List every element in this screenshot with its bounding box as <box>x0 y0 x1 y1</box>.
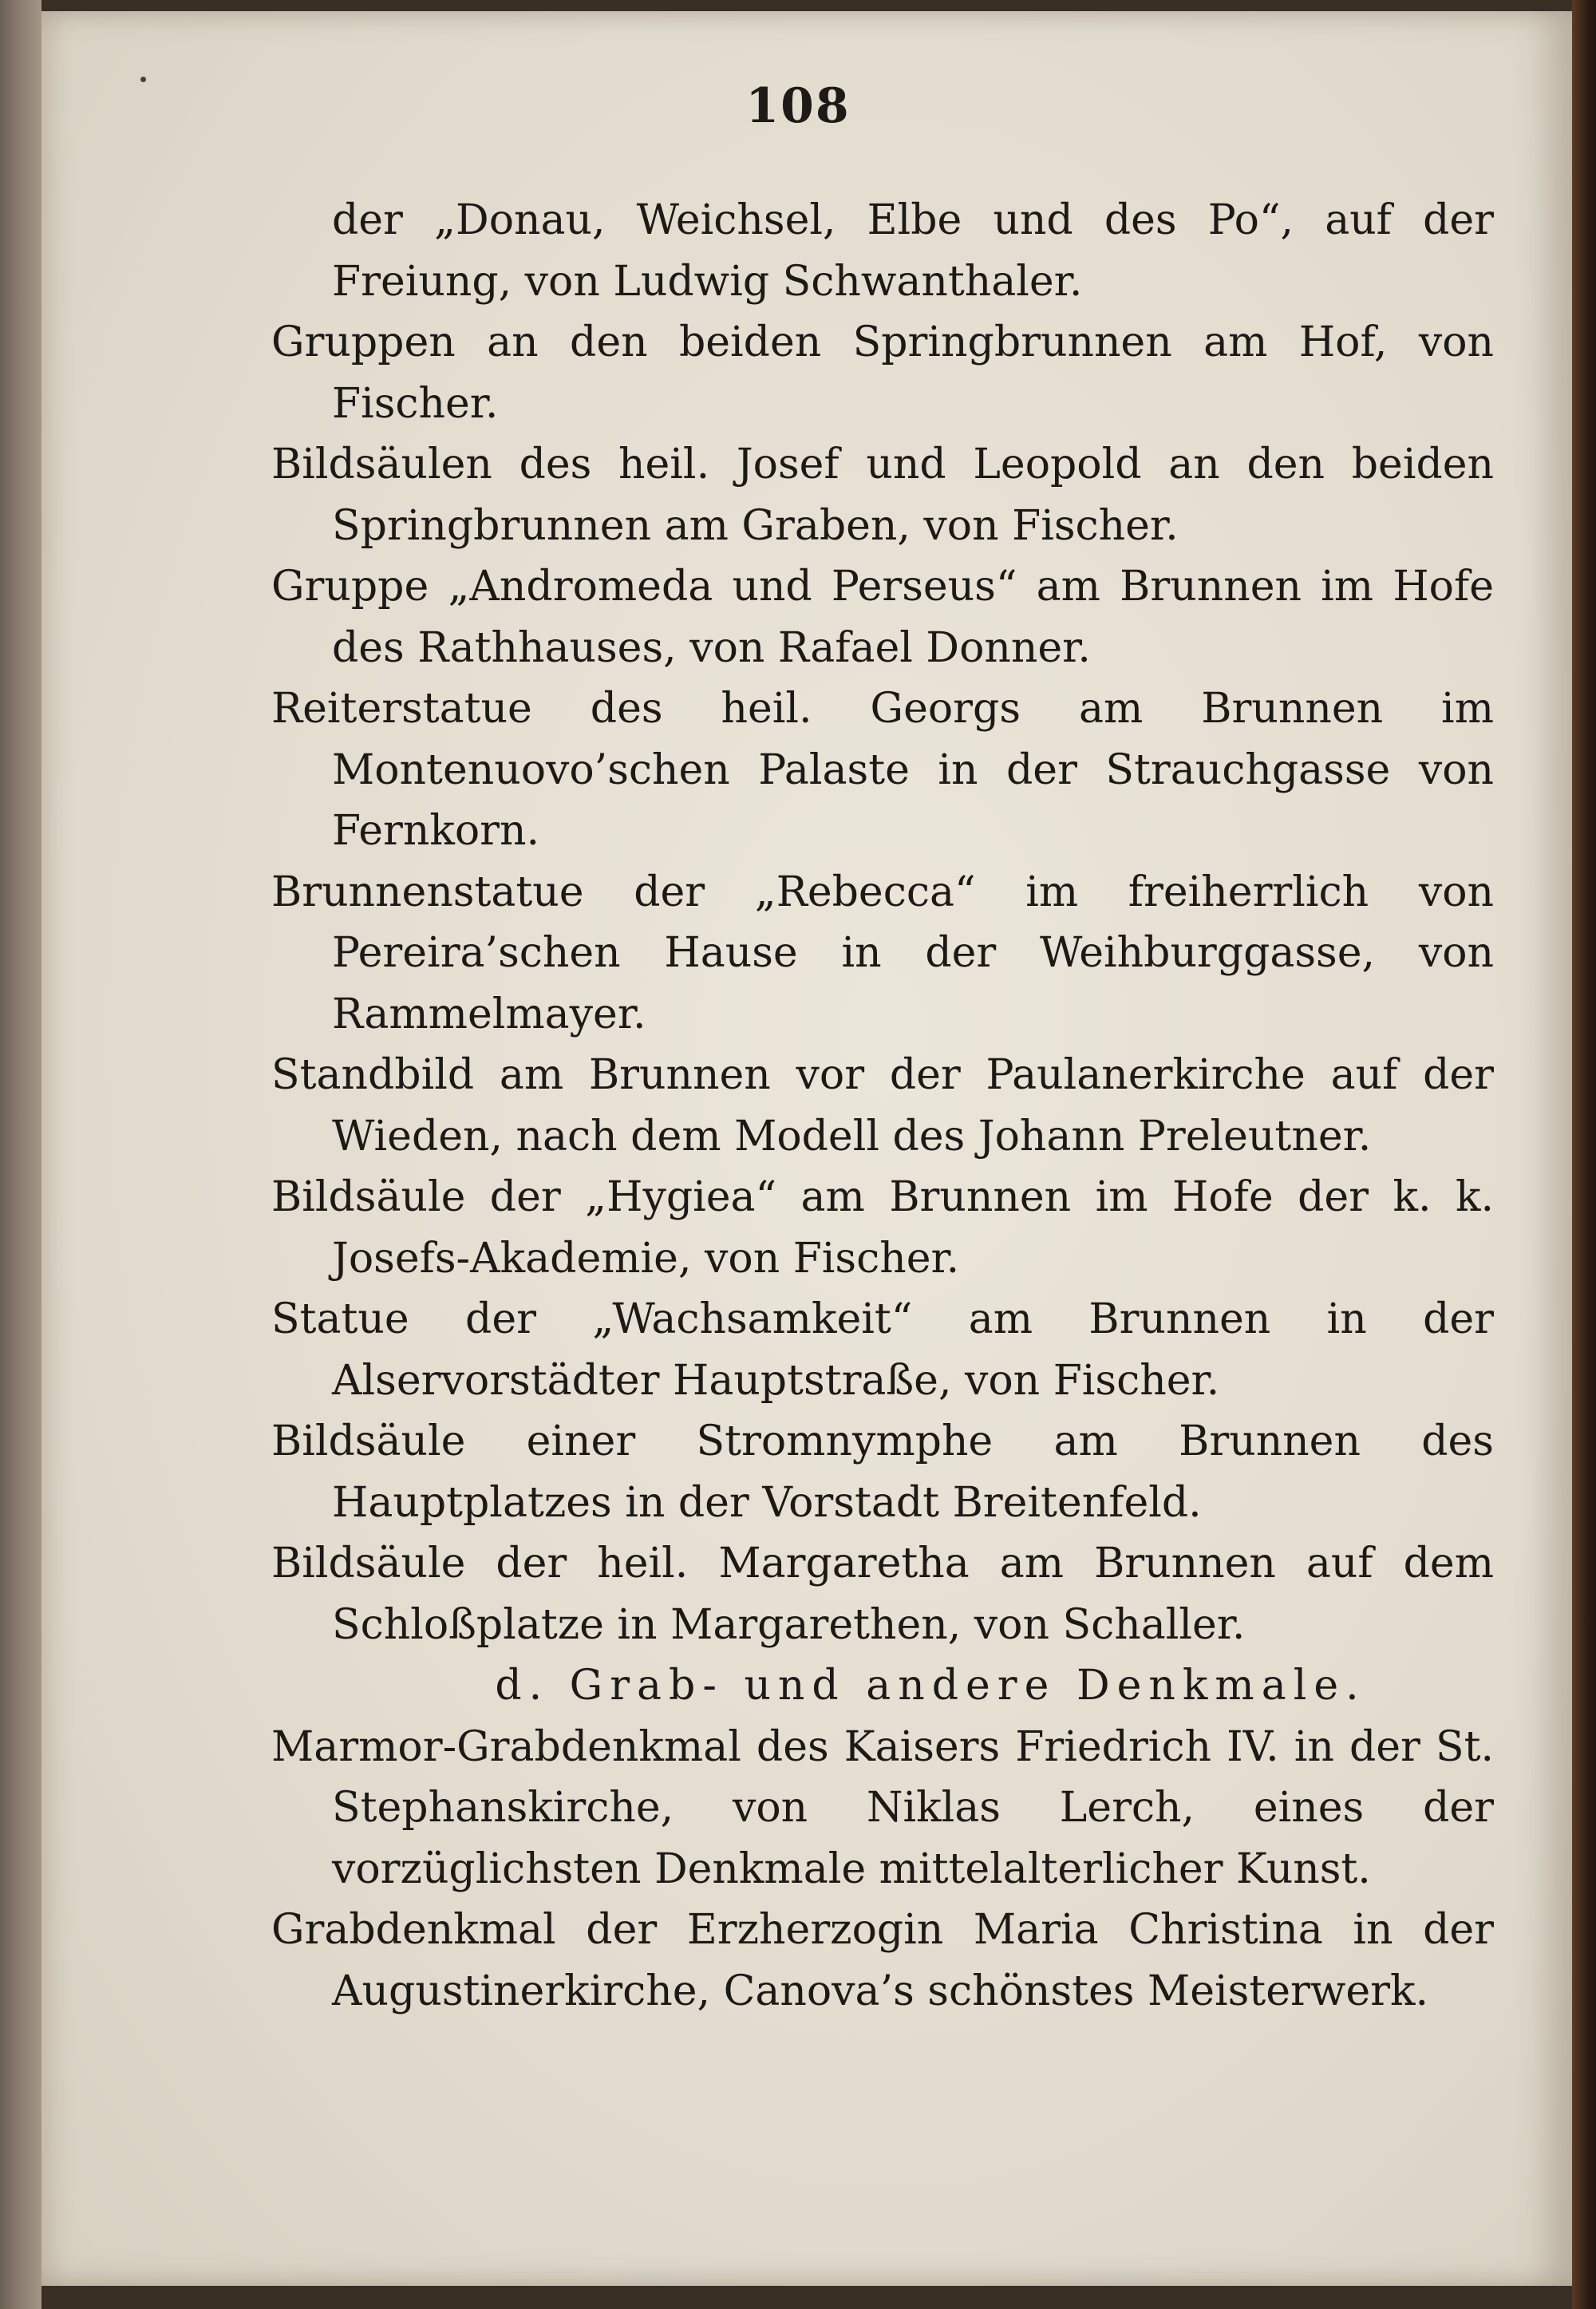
entry: Bildsäule einer Stromnymphe am Brunnen des Hauptplatzes in der Vorstadt Breitenfeld. <box>271 1417 1494 1527</box>
entry: Statue der „Wachsamkeit“ am Brunnen in der Alservorstädter Hauptstraße, von Fischer. <box>271 1295 1494 1405</box>
entry-continuation: der „Donau, Weichsel, Elbe und des Po“, auf der Freiung, von Ludwig Schwanthaler. <box>332 196 1494 306</box>
entry: Bildsäule der heil. Margaretha am Brunnen auf dem Schloßplatze in Margarethen, von Schaller. <box>271 1540 1494 1649</box>
entry: Gruppen an den beiden Springbrunnen am Hof, von Fischer. <box>271 318 1494 428</box>
entry: Gruppe „Andromeda und Perseus“ am Brunnen im Hofe des Rathhauses, von Rafael Donner. <box>271 563 1494 672</box>
section-heading: d. Grab- und andere Denkmale. <box>495 1662 1366 1710</box>
entry: Reiterstatue des heil. Georgs am Brunnen im Montenuovo’schen Palaste in der Strauchgasse von Fernkorn. <box>271 685 1494 855</box>
entry: Bildsäulen des heil. Josef und Leopold an den beiden Springbrunnen am Graben, von Fischer. <box>271 441 1494 550</box>
entry: Grabdenkmal der Erzherzogin Maria Christina in der Augustinerkirche, Canova’s schönstes Meisterwerk. <box>271 1906 1494 2015</box>
entry: Brunnenstatue der „Rebecca“ im freiherrlich von Pereira’schen Hause in der Weihburggasse, von Rammelmayer. <box>271 868 1494 1038</box>
page-body <box>271 190 1494 2022</box>
page-number: 108 <box>745 78 851 134</box>
book-gutter <box>0 0 41 2309</box>
entry: Standbild am Brunnen vor der Paulanerkirche auf der Wieden, nach dem Modell des Johann Preleutner. <box>271 1051 1494 1160</box>
entry: Marmor-Grabdenkmal des Kaisers Friedrich IV. in der St. Stephanskirche, von Niklas Lerch, eines der vorzüglichsten Denkmale mittelalterlicher Kunst. <box>271 1722 1494 1893</box>
book-cover-edge <box>1572 0 1596 2309</box>
entry: Bildsäule der „Hygiea“ am Brunnen im Hofe der k. k. Josefs-Akademie, von Fischer. <box>271 1173 1494 1283</box>
